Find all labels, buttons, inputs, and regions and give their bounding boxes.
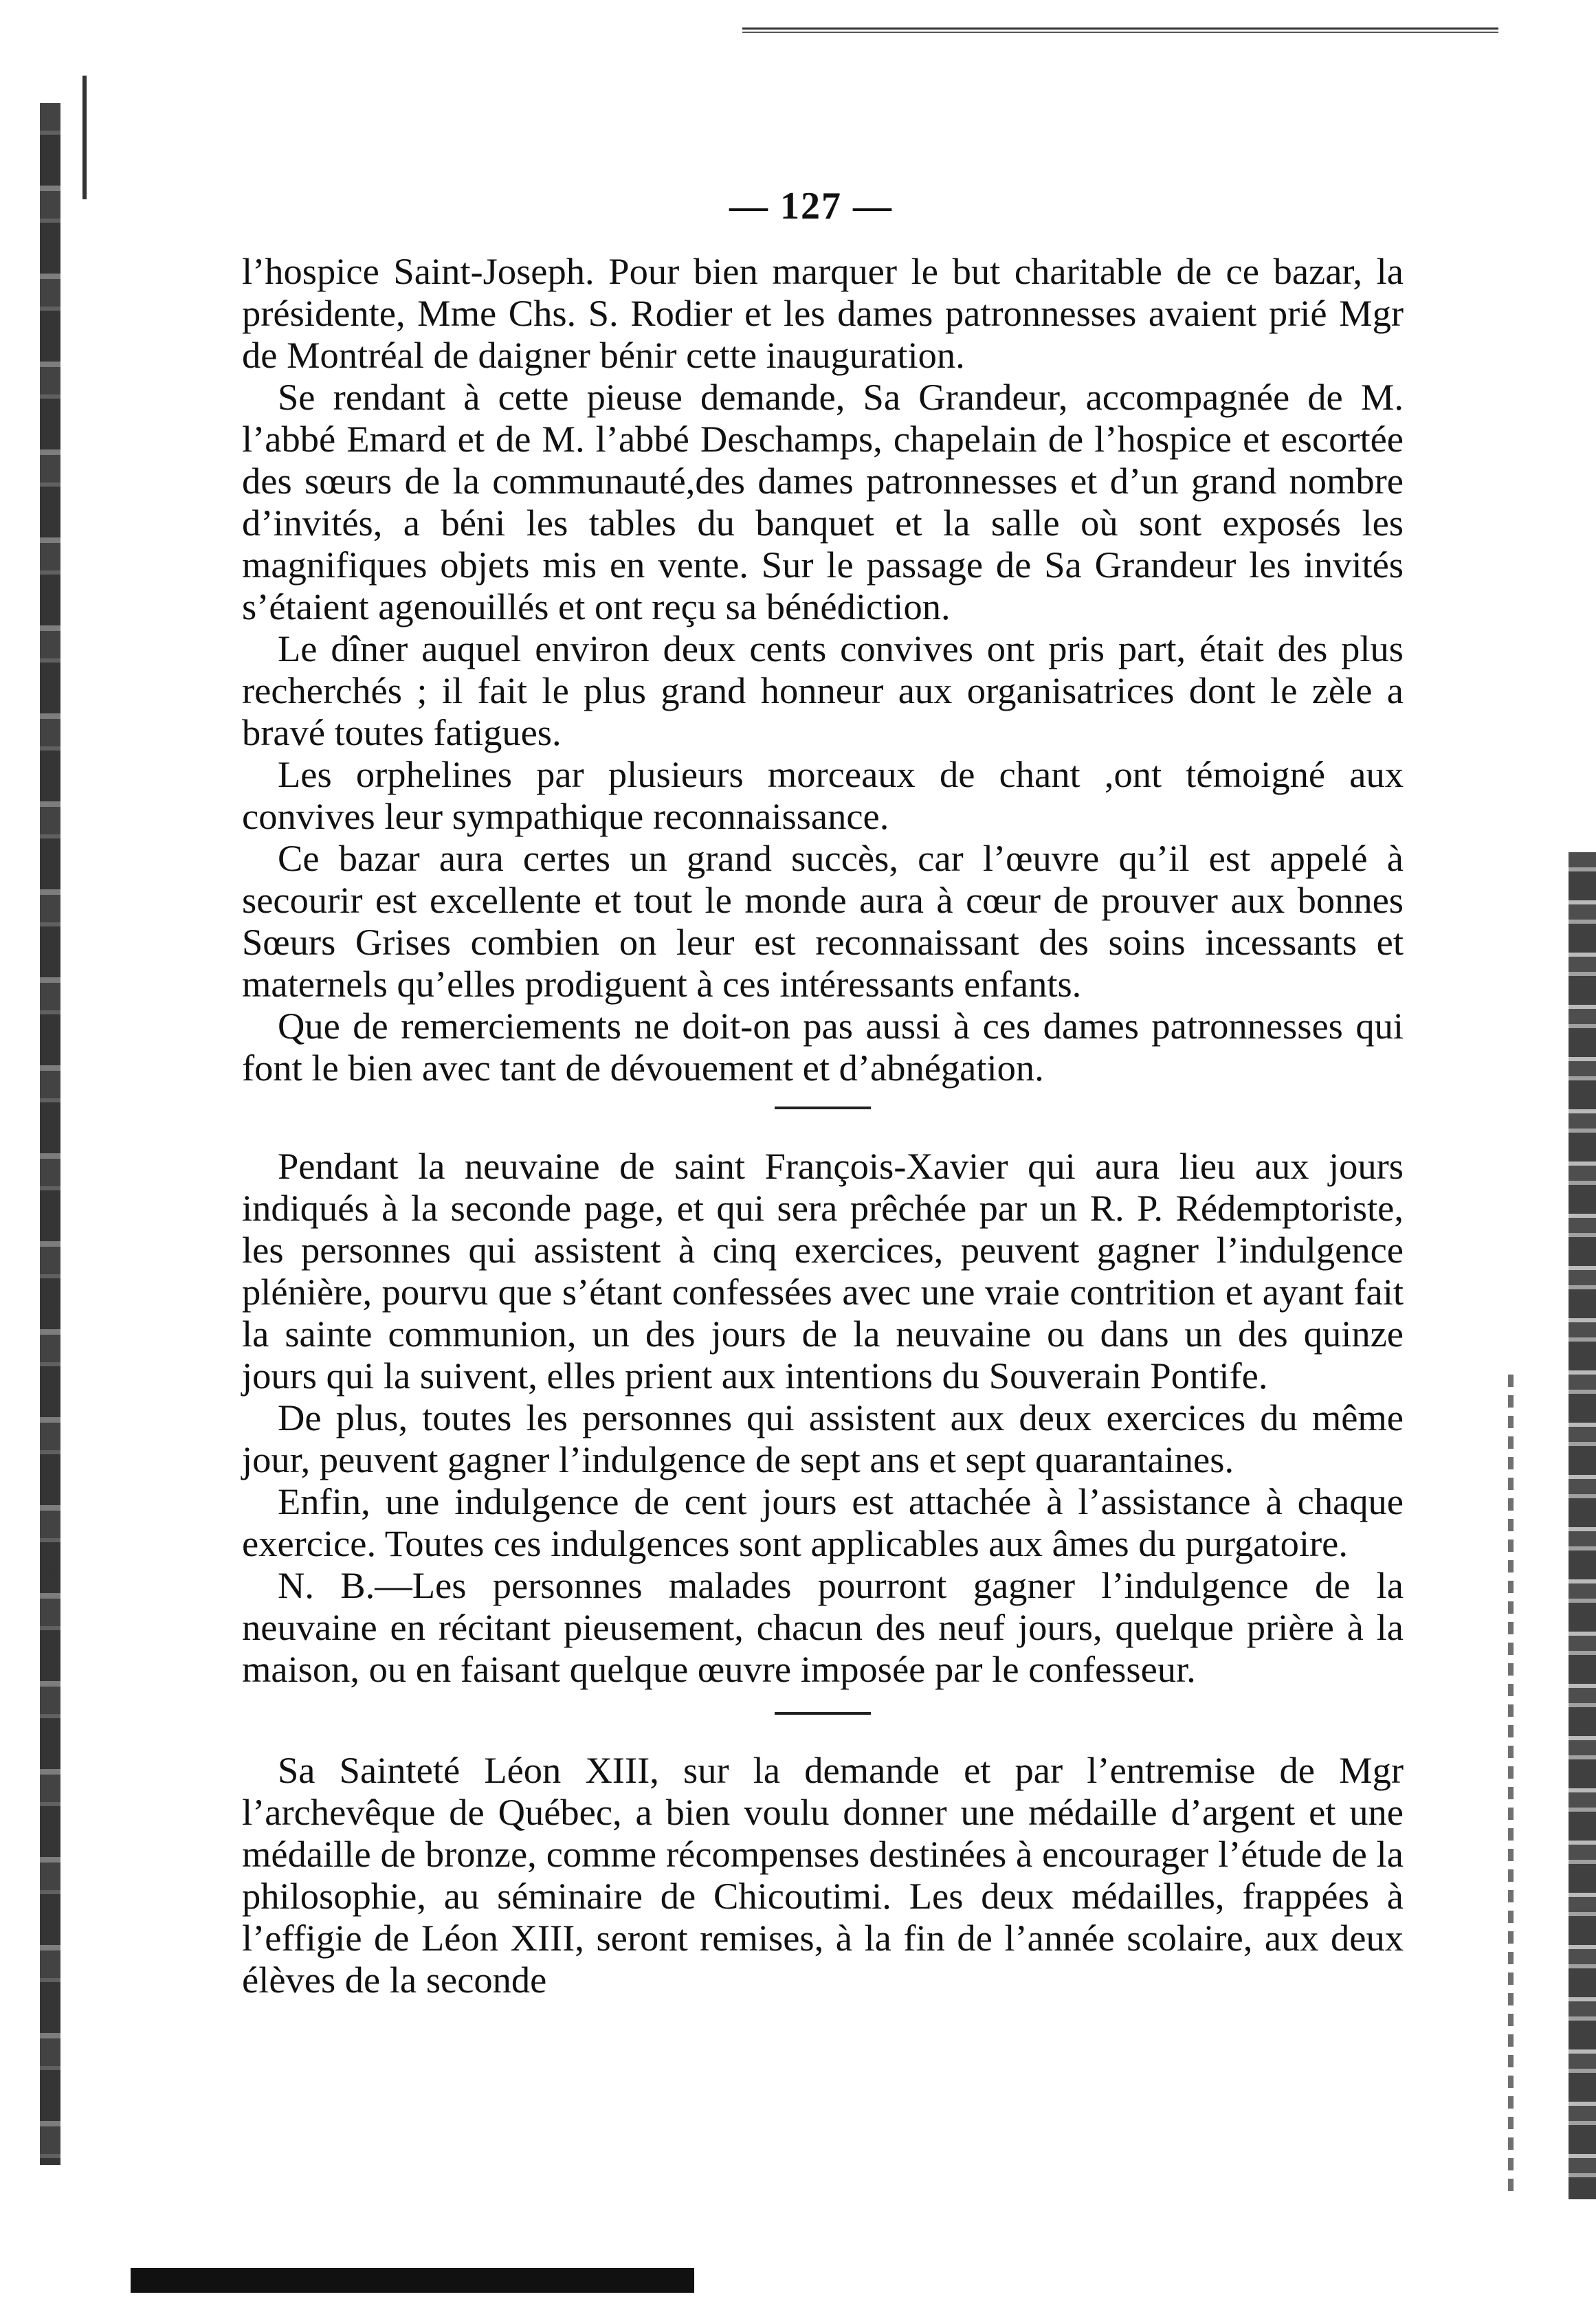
- article-neuvaine: [242, 1145, 1404, 1690]
- page-number: — 127 —: [729, 185, 893, 227]
- paragraph: Ce bazar aura certes un grand succès, car l’œuvre qu’il est appelé à secourir est excellente et tout le monde aura à cœur de prouver aux bonnes Sœurs Grises combien on leur est reconnaissant des soins incessants et maternels qu’elles prodiguent à ces intéressants enfants.: [242, 837, 1404, 1005]
- paragraph: Sa Sainteté Léon XIII, sur la demande et par l’entremise de Mgr l’archevêque de Québec, a bien voulu donner une médaille d’argent et une médaille de bronze, comme récompenses destinées à encourager l’étude de la philosophie, au séminaire de Chicoutimi. Les deux médailles, frappées à l’effigie de Léon XIII, seront remises, à la fin de l’année scolaire, aux deux élèves de la seconde: [242, 1749, 1404, 2001]
- paragraph: N. B.—Les personnes malades pourront gagner l’indulgence de la neuvaine en récitant pieusement, chacun des neuf jours, quelque prière à la maison, ou en faisant quelque œuvre imposée par le confesseur.: [242, 1564, 1404, 1690]
- paragraph: Enfin, une indulgence de cent jours est attachée à l’assistance à chaque exercice. Toutes ces indulgences sont applicables aux âmes du purgatoire.: [242, 1480, 1404, 1564]
- paragraph: Que de remerciements ne doit-on pas aussi à ces dames patronnesses qui font le bien avec tant de dévouement et d’abnégation.: [242, 1005, 1404, 1089]
- scan-bottom-bar: [131, 2268, 694, 2293]
- page-body: [242, 250, 1404, 2001]
- paragraph: Pendant la neuvaine de saint François-Xavier qui aura lieu aux jours indiqués à la seconde page, et qui sera prêchée par un R. P. Rédemptoriste, les personnes qui assistent à cinq exercices, peuvent gagner l’indulgence plénière, pourvu que s’étant confessées avec une vraie contrition et ayant fait la sainte communion, un des jours de la neuvaine ou dans un des quinze jours qui la suivent, elles prient aux intentions du Souverain Pontife.: [242, 1145, 1404, 1397]
- article-medailles: [242, 1749, 1404, 2001]
- article-bazar: [242, 250, 1404, 1089]
- paragraph: l’hospice Saint-Joseph. Pour bien marquer le but charitable de ce bazar, la présidente, Mme Chs. S. Rodier et les dames patronnesses avaient prié Mgr de Montréal de daigner bénir cette inauguration.: [242, 250, 1404, 376]
- section-separator: [775, 1712, 871, 1715]
- section-separator: [775, 1107, 871, 1109]
- scan-left-mark: [82, 76, 87, 199]
- paragraph: De plus, toutes les personnes qui assistent aux deux exercices du même jour, peuvent gagner l’indulgence de sept ans et sept quarantaines.: [242, 1397, 1404, 1480]
- scan-right-mark: [1508, 1375, 1514, 2199]
- scan-top-rule: [742, 27, 1498, 34]
- scan-right-edge: [1569, 852, 1596, 2199]
- scan-left-edge: [40, 103, 60, 2165]
- paragraph: Se rendant à cette pieuse demande, Sa Grandeur, accompagnée de M. l’abbé Emard et de M. l’abbé Deschamps, chapelain de l’hospice et escortée des sœurs de la communauté,des dames patronnesses et d’un grand nombre d’invités, a béni les tables du banquet et la salle où sont exposés les magnifiques objets mis en vente. Sur le passage de Sa Grandeur les invités s’étaient agenouillés et ont reçu sa bénédiction.: [242, 376, 1404, 627]
- paragraph: Les orphelines par plusieurs morceaux de chant ,ont témoigné aux convives leur sympathique reconnaissance.: [242, 753, 1404, 837]
- paragraph: Le dîner auquel environ deux cents convives ont pris part, était des plus recherchés ; il fait le plus grand honneur aux organisatrices dont le zèle a bravé toutes fatigues.: [242, 627, 1404, 753]
